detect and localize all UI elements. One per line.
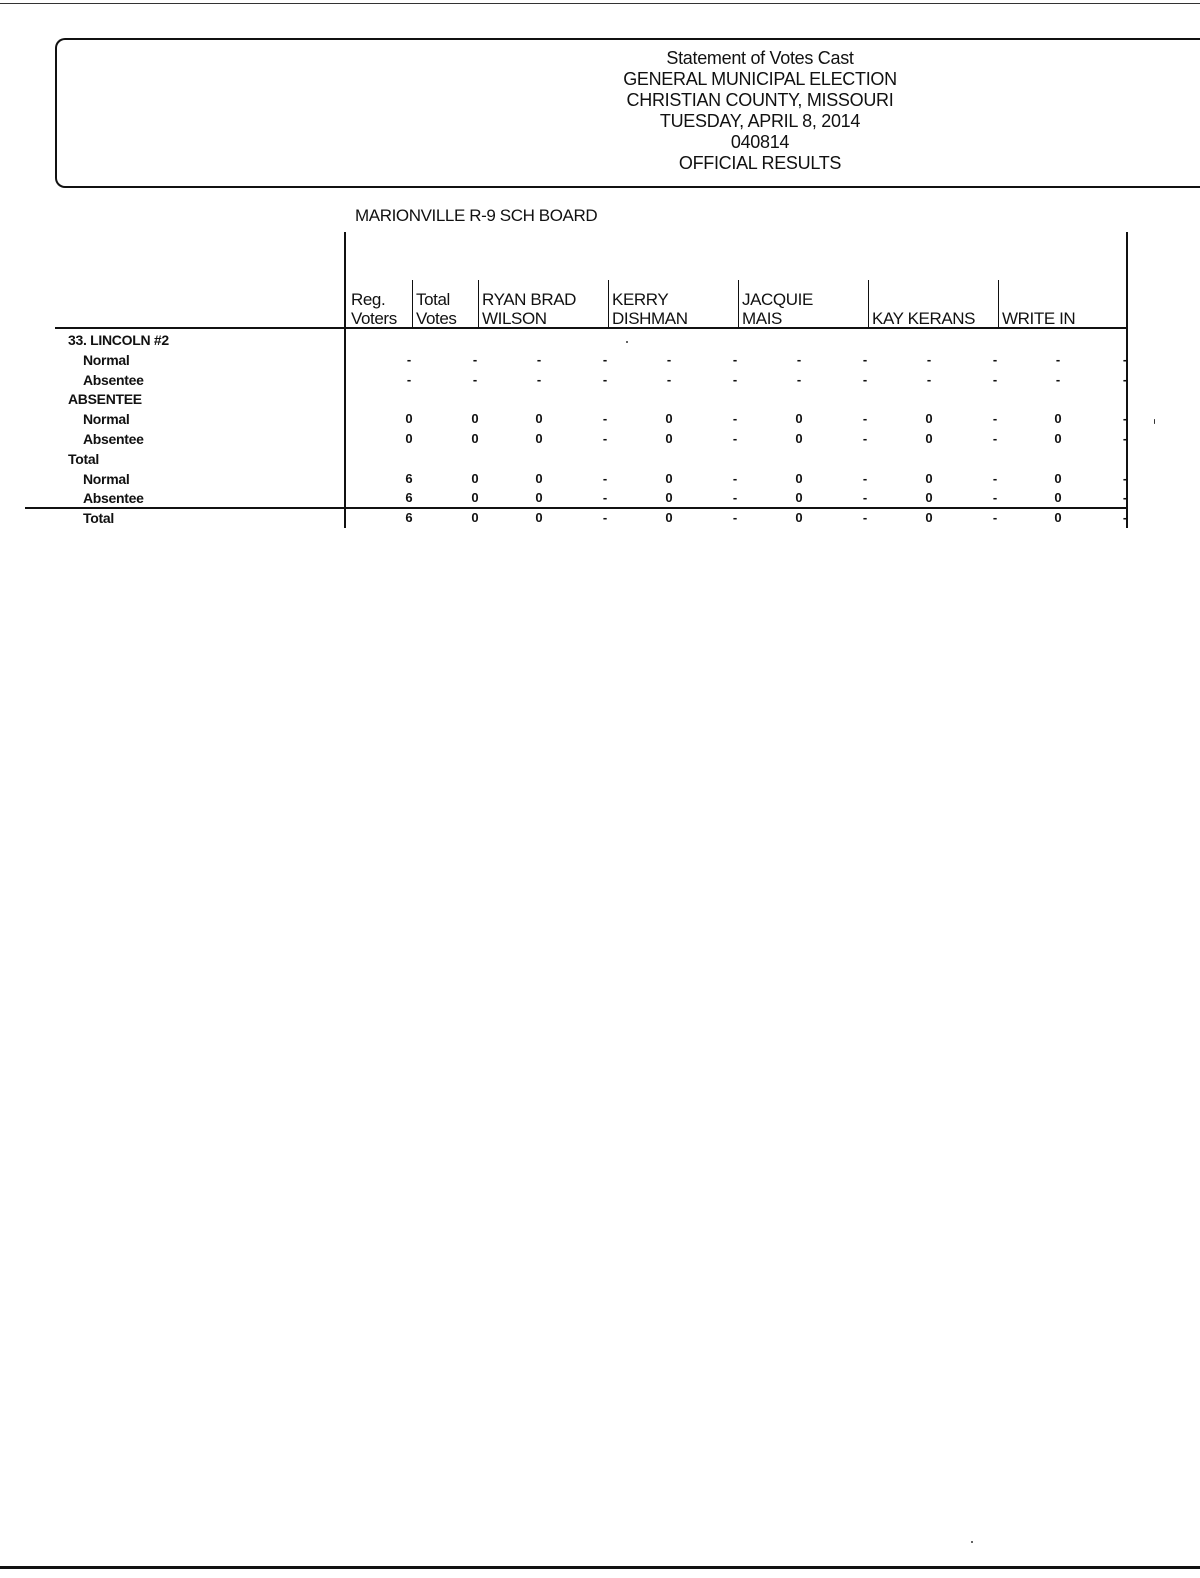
vote-cell: 0: [535, 431, 543, 446]
vote-cell: 0: [925, 471, 933, 486]
column-separator-dash: -: [1122, 352, 1128, 367]
vote-cell: -: [406, 372, 412, 387]
vote-cell: 0: [405, 411, 413, 426]
total-rule: [25, 507, 1128, 509]
vote-cell: 0: [471, 431, 479, 446]
col-header-total-votes: Total Votes: [416, 290, 457, 328]
vote-cell: 0: [535, 471, 543, 486]
vote-cell: -: [472, 352, 478, 367]
col-sep-2: [412, 280, 413, 328]
row-label-absentee-group: ABSENTEE: [68, 391, 142, 407]
vote-cell: -: [926, 372, 932, 387]
column-separator-dash: -: [602, 471, 608, 486]
vote-cell: -: [926, 352, 932, 367]
scan-speck: [1154, 419, 1155, 424]
column-separator-dash: -: [862, 372, 868, 387]
vote-cell: -: [666, 352, 672, 367]
row-label-absentee: Absentee: [83, 431, 144, 447]
column-separator-dash: -: [862, 471, 868, 486]
column-separator-dash: -: [602, 510, 608, 525]
column-separator-dash: -: [732, 372, 738, 387]
page-bottom-edge: [0, 1566, 1200, 1569]
vote-cell: 0: [1054, 431, 1062, 446]
column-separator-dash: -: [992, 510, 998, 525]
row-label-normal: Normal: [83, 471, 130, 487]
vote-cell: 0: [665, 471, 673, 486]
col-header-candidate-dishman: KERRY DISHMAN: [612, 290, 688, 328]
col-header-candidate-kerans: KAY KERANS: [872, 309, 976, 328]
scan-speck: [971, 1541, 973, 1543]
column-separator-dash: -: [862, 411, 868, 426]
vote-cell: -: [1055, 372, 1061, 387]
row-label-precinct: 33. LINCOLN #2: [68, 332, 169, 348]
vote-cell: 0: [471, 411, 479, 426]
vote-cell: -: [406, 352, 412, 367]
column-separator-dash: -: [992, 490, 998, 505]
vote-cell: 6: [405, 471, 413, 486]
column-separator-dash: -: [1122, 471, 1128, 486]
column-separator-dash: -: [732, 431, 738, 446]
col-sep-3: [478, 280, 479, 328]
column-separator-dash: -: [992, 352, 998, 367]
table-left-rule: [344, 232, 346, 528]
column-separator-dash: -: [732, 411, 738, 426]
vote-cell: -: [472, 372, 478, 387]
column-separator-dash: -: [862, 510, 868, 525]
vote-cell: 0: [471, 510, 479, 525]
vote-cell: 0: [535, 510, 543, 525]
column-separator-dash: -: [732, 510, 738, 525]
column-separator-dash: -: [862, 431, 868, 446]
header-line-county: CHRISTIAN COUNTY, MISSOURI: [626, 90, 894, 110]
col-sep-7: [998, 280, 999, 328]
vote-cell: 0: [665, 431, 673, 446]
vote-cell: -: [796, 352, 802, 367]
column-separator-dash: -: [862, 352, 868, 367]
header-line-date: TUESDAY, APRIL 8, 2014: [659, 111, 861, 131]
column-separator-dash: -: [1122, 510, 1128, 525]
vote-cell: 0: [925, 431, 933, 446]
vote-cell: 0: [665, 510, 673, 525]
column-separator-dash: -: [862, 490, 868, 505]
column-separator-dash: -: [602, 411, 608, 426]
col-header-candidate-wilson: RYAN BRAD WILSON: [482, 290, 577, 328]
col-header-reg-voters: Reg. Voters: [351, 290, 397, 328]
column-separator-dash: -: [992, 431, 998, 446]
header-line-title: Statement of Votes Cast: [666, 48, 854, 68]
vote-cell: 0: [795, 411, 803, 426]
vote-cell: -: [536, 372, 542, 387]
page-top-edge: [0, 3, 1200, 4]
vote-cell: 0: [535, 411, 543, 426]
column-separator-dash: -: [602, 352, 608, 367]
vote-cell: 0: [405, 431, 413, 446]
vote-cell: -: [666, 372, 672, 387]
vote-cell: 6: [405, 490, 413, 505]
column-separator-dash: -: [1122, 372, 1128, 387]
column-separator-dash: -: [1122, 411, 1128, 426]
vote-cell: 0: [925, 510, 933, 525]
vote-cell: 0: [795, 471, 803, 486]
column-separator-dash: -: [602, 372, 608, 387]
scan-speck: [626, 341, 628, 343]
header-line-status: OFFICIAL RESULTS: [678, 153, 842, 173]
vote-cell: 0: [795, 490, 803, 505]
column-separator-dash: -: [1122, 490, 1128, 505]
vote-cell: 0: [925, 490, 933, 505]
vote-cell: 0: [795, 510, 803, 525]
column-separator-dash: -: [1122, 431, 1128, 446]
row-label-normal: Normal: [83, 352, 130, 368]
vote-cell: 0: [471, 490, 479, 505]
vote-cell: 6: [405, 510, 413, 525]
column-separator-dash: -: [732, 490, 738, 505]
row-label-normal: Normal: [83, 411, 130, 427]
row-label-total-group: Total: [68, 451, 99, 467]
contest-title: MARIONVILLE R-9 SCH BOARD: [355, 206, 598, 225]
col-sep-5: [738, 280, 739, 328]
header-line-code: 040814: [730, 132, 790, 152]
vote-cell: 0: [535, 490, 543, 505]
vote-cell: 0: [795, 431, 803, 446]
col-sep-6: [868, 280, 869, 328]
row-label-absentee: Absentee: [83, 372, 144, 388]
column-separator-dash: -: [992, 411, 998, 426]
col-header-write-in: WRITE IN: [1002, 309, 1076, 328]
vote-cell: 0: [1054, 411, 1062, 426]
column-separator-dash: -: [992, 471, 998, 486]
vote-cell: -: [1055, 352, 1061, 367]
vote-cell: 0: [665, 411, 673, 426]
vote-cell: -: [536, 352, 542, 367]
report-header: [560, 48, 960, 174]
vote-cell: 0: [471, 471, 479, 486]
vote-cell: 0: [1054, 490, 1062, 505]
column-separator-dash: -: [732, 471, 738, 486]
column-separator-dash: -: [732, 352, 738, 367]
vote-cell: -: [796, 372, 802, 387]
vote-cell: 0: [665, 490, 673, 505]
column-separator-dash: -: [602, 431, 608, 446]
col-header-candidate-mais: JACQUIE MAIS: [742, 290, 813, 328]
row-label-absentee: Absentee: [83, 490, 144, 506]
vote-cell: 0: [1054, 510, 1062, 525]
column-separator-dash: -: [602, 490, 608, 505]
column-separator-dash: -: [992, 372, 998, 387]
vote-cell: 0: [925, 411, 933, 426]
row-label-grand-total: Total: [83, 510, 114, 526]
col-sep-4: [608, 280, 609, 328]
header-line-election: GENERAL MUNICIPAL ELECTION: [623, 69, 897, 89]
vote-cell: 0: [1054, 471, 1062, 486]
